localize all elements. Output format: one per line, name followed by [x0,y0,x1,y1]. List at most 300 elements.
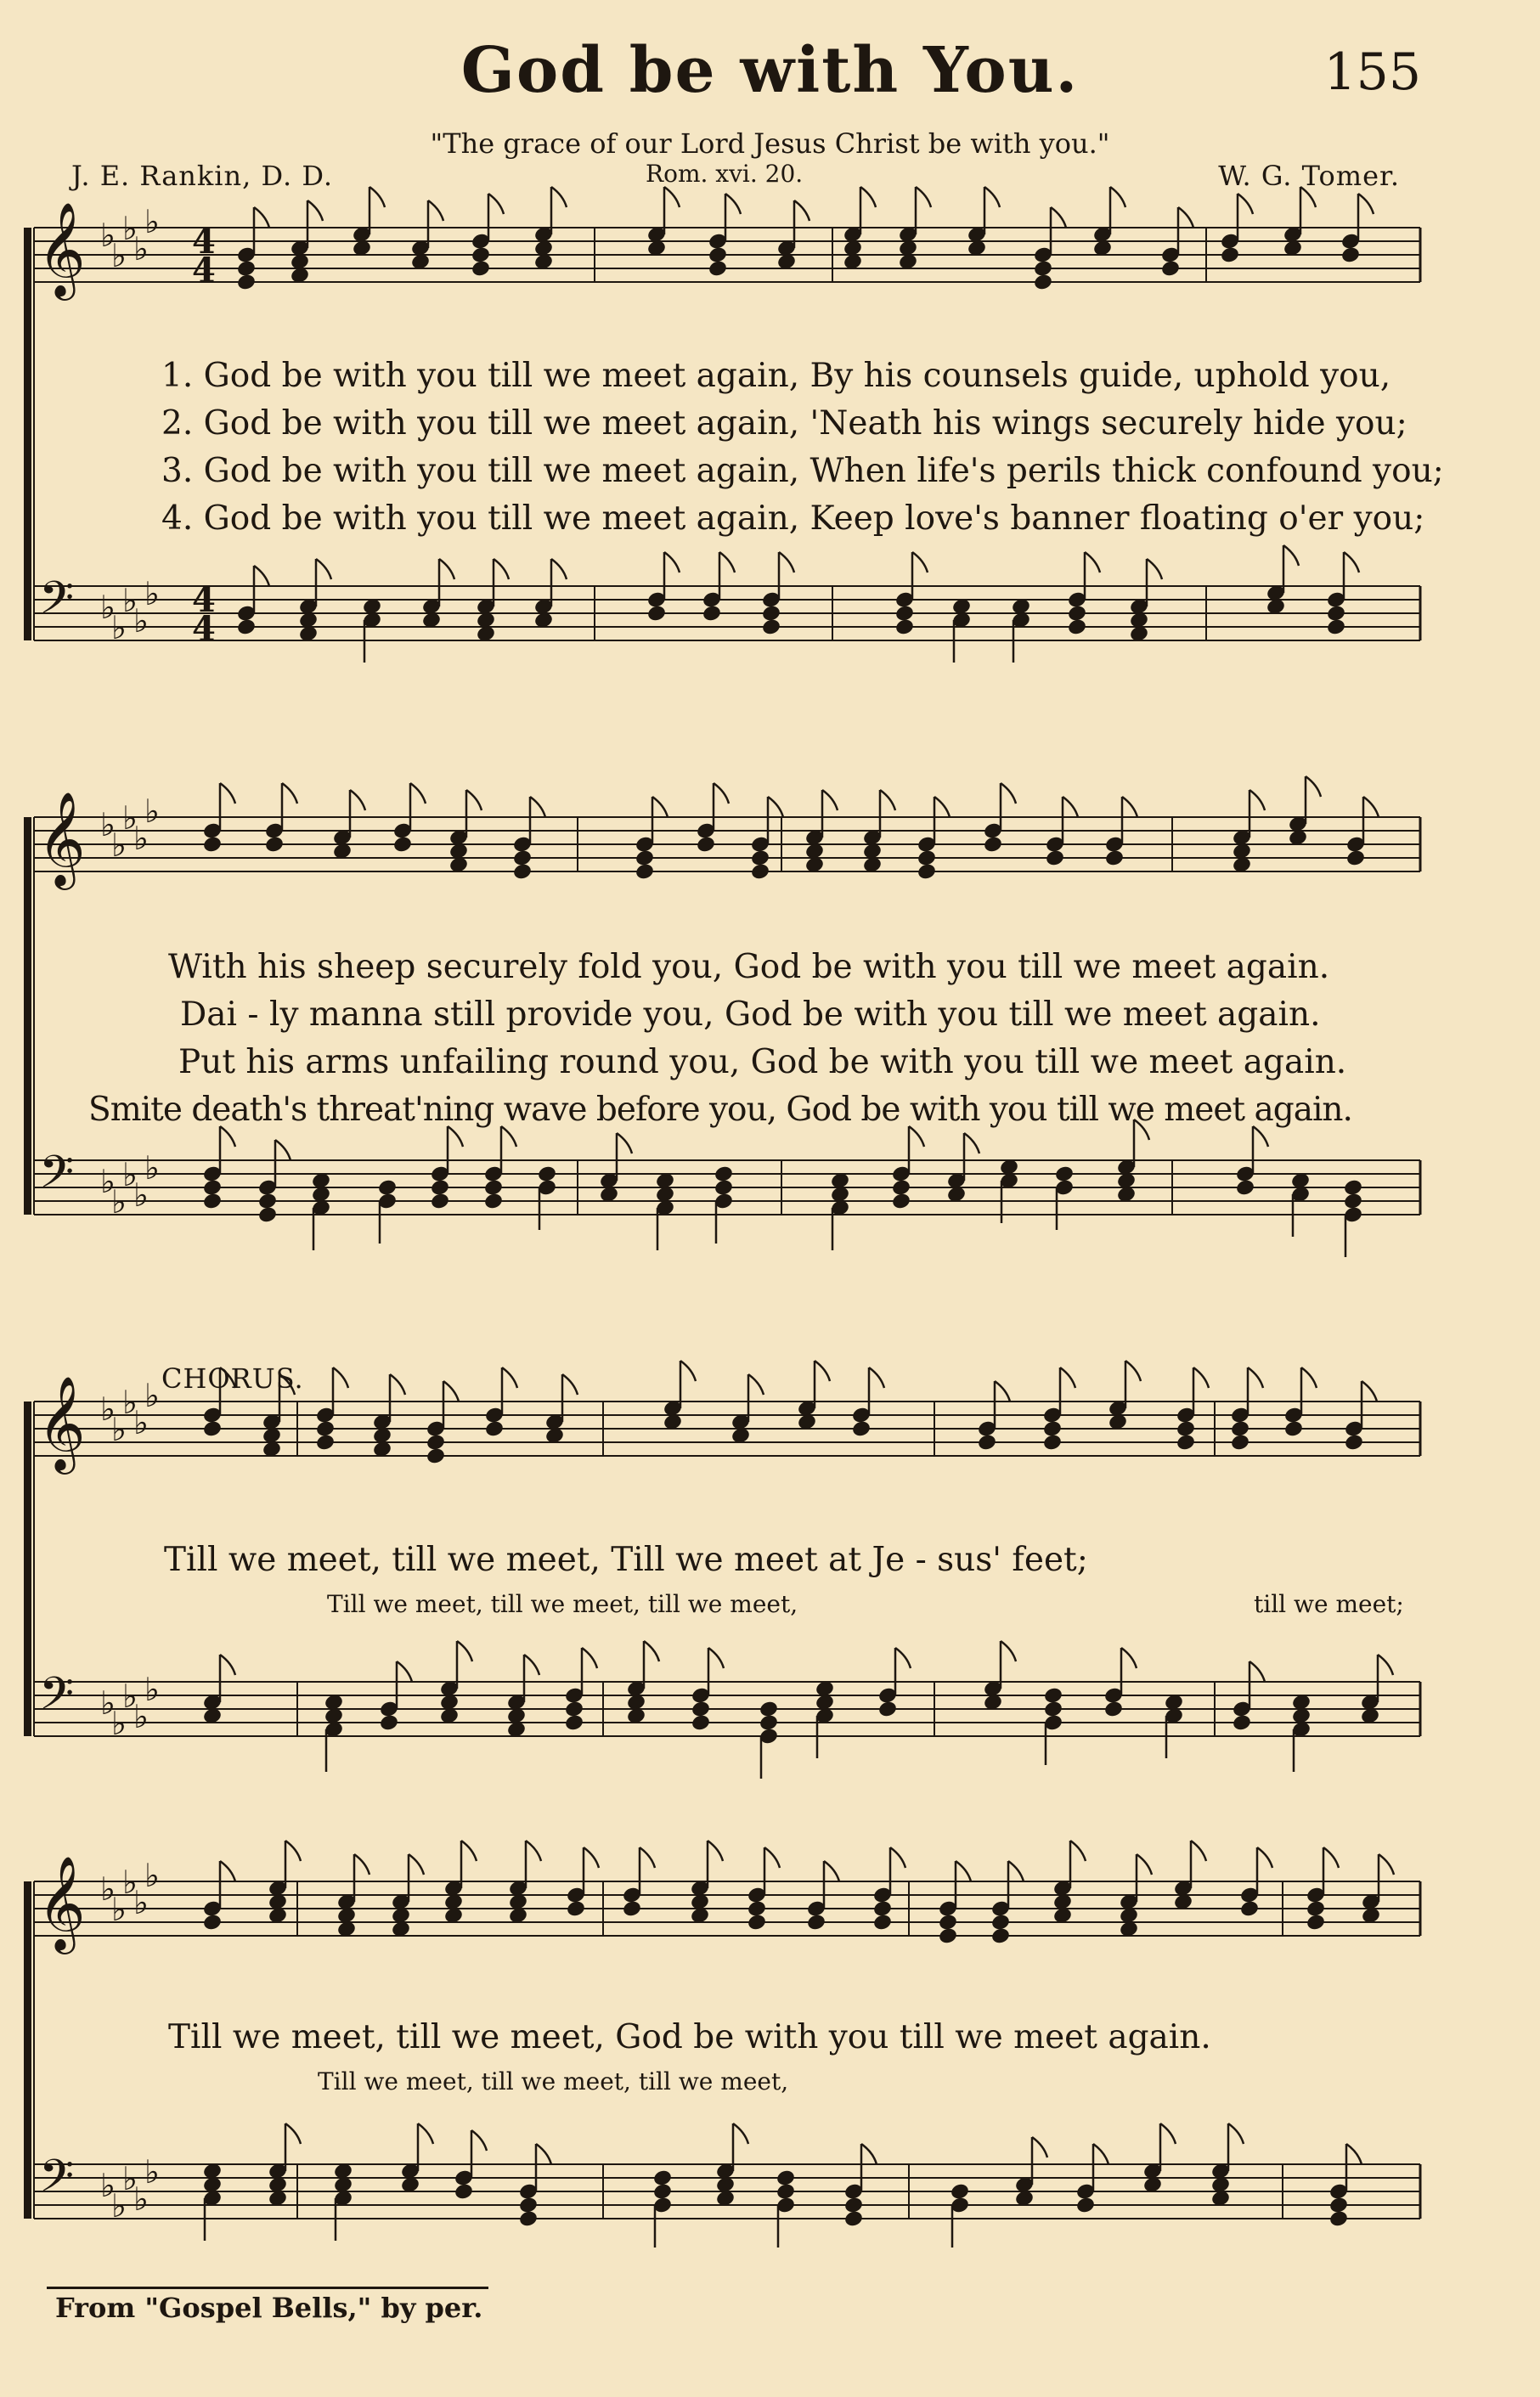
note-head [483,1178,504,1197]
note-flag [1032,2137,1047,2157]
note-head [236,259,257,278]
note-flag [369,187,385,207]
note-flag [1249,790,1265,810]
note-flag [1178,207,1193,228]
note-head [652,2169,673,2187]
flat-icon: ♭ [133,1698,149,1735]
note-head [990,1926,1011,1945]
verse-1: 1. God be with you till we meet again, By his counsels guide, uphold you, [161,357,1391,395]
note-flag [1249,1661,1265,1682]
note-head [851,1419,872,1438]
note-flag [316,559,331,579]
note-flag [220,783,235,804]
note-flag [1193,1368,1209,1388]
note-flag [220,1861,235,1881]
note-flag [912,552,928,572]
note-flag [733,2123,748,2144]
note-flag [1063,797,1078,817]
note-head [471,259,491,278]
note-head [747,1913,767,1932]
flat-icon: ♭ [111,237,127,274]
flat-icon: ♭ [111,2187,127,2225]
note-head [1340,245,1361,264]
note-head [917,862,937,881]
note-flag [1323,1847,1339,1868]
treble-clef-icon: 𝄞 [37,1855,86,1950]
note-flag [909,1126,924,1147]
note-head [894,618,915,636]
note-head [1043,1700,1063,1718]
note-head [776,2169,796,2187]
flat-icon: ♭ [122,582,138,619]
note-flag [708,1841,723,1861]
note-flag [779,552,794,572]
note-flag [502,1368,517,1388]
note-head [518,2209,539,2228]
note-flag [1001,783,1016,804]
note-flag [1137,1854,1152,1875]
verse-4-cont: Smite death's threat'ning wave before you, God be with you till we meet again. [88,1091,1352,1129]
note-head [1067,604,1087,623]
note-head [759,1700,779,1718]
note-head [691,1713,711,1732]
note-flag [418,2123,433,2144]
note-head [938,1926,958,1945]
note-flag [714,783,729,804]
note-flag [220,1655,235,1675]
note-flag [254,207,269,228]
flat-icon: ♭ [100,589,116,626]
note-head [977,1433,997,1452]
bass-clef-icon: 𝄢 [39,2151,75,2214]
author-credit: J. E. Rankin, D. D. [71,160,334,192]
note-head [1054,1165,1075,1183]
note-flag [815,1361,830,1381]
flat-icon: ♭ [100,217,116,254]
note-head [512,862,533,881]
flat-icon: ♭ [111,1891,127,1928]
note-flag [409,1854,424,1875]
note-head [1235,1178,1255,1197]
note-head [1103,1700,1124,1718]
note-flag [439,559,454,579]
note-head [379,1713,399,1732]
note-head [1176,1433,1196,1452]
flat-icon: ♭ [122,1678,138,1715]
note-head [872,1913,893,1932]
note-head [714,1178,734,1197]
note-head [983,835,1003,854]
note-flag [1110,187,1125,207]
note-flag [652,797,668,817]
verse-3-cont: Put his arms unfailing round you, God be with you till we meet again. [178,1043,1347,1081]
flat-icon: ♭ [144,1671,160,1708]
note-head [776,2182,796,2201]
note-head [1230,1419,1250,1438]
note-head [1043,1686,1063,1705]
note-head [1067,618,1087,636]
note-head [426,1447,446,1465]
flat-icon: ♭ [122,1384,138,1421]
note-head [877,1700,898,1718]
note-head [691,1700,711,1718]
note-flag [526,1841,541,1861]
note-head [392,835,413,854]
note-head [622,1899,642,1918]
chorus-echo-1-end: till we meet; [1254,1590,1404,1618]
note-head [236,618,257,636]
note-flag [1070,1841,1086,1861]
note-head [564,1713,584,1732]
flat-icon: ♭ [133,2180,149,2218]
note-flag [708,1648,724,1668]
flat-icon: ♭ [100,1684,116,1722]
chorus-line-2: Till we meet, till we meet, God be with you till we meet again. [168,2018,1211,2056]
bass-clef-icon: 𝄢 [39,1668,75,1731]
note-flag [934,797,950,817]
note-head [950,2182,970,2201]
flat-icon: ♭ [100,2167,116,2204]
note-head [696,835,716,854]
note-flag [354,1854,369,1875]
note-flag [824,1861,839,1881]
note-head [202,1192,223,1210]
flat-icon: ♭ [133,820,149,857]
note-head [938,1913,958,1932]
note-flag [1344,552,1359,572]
note-head [257,1205,278,1224]
flat-icon: ♭ [111,1183,127,1221]
note-head [1230,1433,1250,1452]
note-flag [1238,194,1253,214]
note-flag [530,797,545,817]
note-flag [895,1648,911,1668]
time-signature: 4 [192,251,216,290]
flat-icon: ♭ [100,806,116,843]
bass-clef-icon: 𝄢 [39,572,75,635]
note-flag [1001,1641,1016,1661]
note-flag [680,1361,696,1381]
note-head [646,604,667,623]
note-flag [254,566,269,586]
note-head [471,245,491,264]
note-flag [861,2144,877,2164]
note-head [1306,1913,1326,1932]
note-flag [307,200,323,221]
note-flag [1363,797,1379,817]
note-head [202,1913,223,1932]
note-flag [664,187,680,207]
note-head [1042,1433,1063,1452]
note-head [1326,618,1346,636]
note-head [1232,1713,1252,1732]
note-head [1042,1419,1063,1438]
note-flag [984,187,1000,207]
note-head [1344,1433,1364,1452]
note-head [426,1433,446,1452]
note-head [843,2209,864,2228]
verse-1-cont: With his sheep securely fold you, God be with you till we meet again. [168,948,1330,986]
note-flag [551,559,567,579]
note-flag [1346,2144,1362,2164]
note-head [1176,1419,1196,1438]
note-head [761,604,781,623]
note-flag [1378,1655,1393,1675]
note-flag [536,2144,551,2164]
note-flag [285,1841,301,1861]
note-flag [1121,1648,1137,1668]
note-head [843,2196,864,2214]
note-flag [1358,194,1374,214]
note-flag [428,200,443,221]
time-signature: 4 [192,580,216,620]
note-head [891,1178,911,1197]
time-signature: 4 [192,609,216,649]
note-flag [1283,545,1299,566]
note-flag [461,1841,477,1861]
note-flag [275,1140,291,1160]
system-brace [24,817,31,1215]
note-head [635,849,655,867]
note-head [917,849,937,867]
flat-icon: ♭ [122,210,138,247]
flat-icon: ♭ [100,1390,116,1428]
treble-clef-icon: 𝄞 [37,1375,86,1470]
note-flag [501,1126,516,1147]
note-head [315,1419,336,1438]
note-flag [488,194,504,214]
note-flag [1301,1368,1317,1388]
note-flag [285,2123,301,2144]
flat-icon: ♭ [133,230,149,268]
note-flag [1191,1841,1206,1861]
note-flag [471,2130,487,2151]
note-flag [551,187,567,207]
note-flag [768,797,783,817]
flat-icon: ♭ [144,203,160,240]
note-head [708,259,728,278]
note-flag [964,1133,979,1153]
flat-icon: ♭ [111,1411,127,1448]
note-head [430,1178,450,1197]
flat-icon: ♭ [133,602,149,640]
composer-credit: W. G. Tomer. [1218,160,1400,192]
note-head [750,862,770,881]
note-head [484,1419,505,1438]
note-head [1343,1192,1363,1210]
note-head [483,1192,504,1210]
note-flag [1253,1126,1268,1147]
note-flag [880,790,895,810]
note-flag [860,187,876,207]
chorus-echo-2: Till we meet, till we meet, till we meet, [318,2067,789,2095]
note-head [377,1178,398,1197]
flat-icon: ♭ [144,1149,160,1187]
note-flag [1051,207,1066,228]
note-flag [1248,1368,1263,1388]
note-flag [1085,552,1100,572]
note-head [202,835,223,854]
note-head [537,1165,557,1183]
note-flag [725,194,741,214]
note-head [430,1192,450,1210]
flat-icon: ♭ [111,609,127,646]
note-flag [822,790,838,810]
note-flag [1147,559,1162,579]
flat-icon: ♭ [133,1176,149,1214]
note-flag [390,1374,405,1395]
note-flag [1228,2123,1244,2144]
note-head [1075,2196,1096,2214]
note-head [1328,2196,1349,2214]
note-flag [956,1861,971,1881]
note-head [512,849,533,867]
note-head [702,604,722,623]
note-head [202,1419,223,1438]
note-head [1283,1419,1304,1438]
note-flag [350,790,365,810]
note-flag [333,1368,348,1388]
note-head [1343,1178,1363,1197]
hymn-title: God be with You. [460,34,1080,107]
note-head [635,862,655,881]
treble-clef-icon: 𝄞 [37,791,86,886]
note-head [714,1165,734,1183]
footer-rule [47,2287,488,2289]
system-brace [24,228,31,640]
flat-icon: ♭ [122,2160,138,2197]
note-flag [1379,1854,1394,1875]
note-head [1160,259,1181,278]
flat-icon: ♭ [122,1864,138,1901]
note-flag [794,200,809,221]
note-head [566,1899,586,1918]
note-head [315,1433,336,1452]
note-flag [282,783,297,804]
note-flag [890,1847,905,1868]
note-flag [995,1381,1010,1402]
note-head [759,1713,779,1732]
note-flag [764,1847,780,1868]
system-brace [24,1402,31,1736]
note-flag [1125,1361,1141,1381]
note-flag [617,1133,632,1153]
note-flag [457,1641,472,1661]
note-flag [1306,776,1321,797]
note-head [257,1192,278,1210]
note-head [454,2182,474,2201]
treble-clef-icon: 𝄞 [37,201,86,296]
note-flag [524,1655,539,1675]
note-head [1033,273,1053,291]
note-flag [494,559,509,579]
note-head [761,618,781,636]
note-flag [1093,2144,1108,2164]
flat-icon: ♭ [111,1705,127,1742]
note-flag [582,1648,597,1668]
note-flag [466,790,482,810]
note-head [1104,849,1125,867]
note-flag [1300,187,1316,207]
note-flag [584,1847,599,1868]
note-flag [220,1126,235,1147]
flat-icon: ♭ [100,1870,116,1908]
note-head [1220,245,1240,264]
note-head [1045,849,1065,867]
note-flag [664,552,680,572]
note-head [1306,1899,1326,1918]
flat-icon: ♭ [144,1377,160,1414]
note-head [518,2196,539,2214]
note-head [750,849,770,867]
note-flag [1008,1861,1024,1881]
note-flag [562,1374,578,1395]
time-signature: 4 [192,222,216,262]
bass-clef-icon: 𝄢 [39,1147,75,1210]
flat-icon: ♭ [122,1156,138,1193]
epigraph: "The grace of our Lord Jesus Christ be with you." [430,127,1110,160]
note-head [1345,849,1366,867]
note-flag [1362,1381,1377,1402]
flat-icon: ♭ [111,826,127,864]
note-flag [719,552,735,572]
verse-2-cont: Dai - ly manna still provide you, God be with you till we meet again. [180,995,1321,1034]
scripture-reference: Rom. xvi. 20. [646,160,804,188]
verse-2: 2. God be with you till we meet again, 'Neath his wings securely hide you; [161,404,1407,443]
note-head [564,1700,584,1718]
note-flag [644,1641,659,1661]
note-flag [1160,2123,1176,2144]
note-flag [916,187,931,207]
page-number: 155 [1323,42,1421,102]
flat-icon: ♭ [133,1884,149,1921]
flat-icon: ♭ [144,792,160,830]
note-flag [748,1374,764,1395]
note-flag [397,1661,412,1682]
note-flag [1122,797,1137,817]
note-head [264,835,285,854]
note-head [652,2182,673,2201]
note-head [1326,604,1346,623]
source-credit: From "Gospel Bells," by per. [55,2292,483,2324]
note-head [1328,2209,1349,2228]
verse-4: 4. God be with you till we meet again, Keep love's banner floating o'er you; [161,499,1425,538]
note-head [806,1913,826,1932]
note-head [894,604,915,623]
note-head [747,1899,767,1918]
note-head [236,273,257,291]
flat-icon: ♭ [133,1404,149,1441]
note-flag [640,1847,655,1868]
flat-icon: ♭ [122,799,138,837]
note-flag [448,1126,463,1147]
system-brace [24,1881,31,2219]
note-flag [1257,1847,1272,1868]
note-flag [869,1368,884,1388]
chorus-label: CHORUS. [161,1362,304,1395]
verse-3: 3. God be with you till we meet again, When life's perils thick confound you; [161,452,1444,490]
note-head [891,1192,911,1210]
flat-icon: ♭ [144,575,160,612]
note-flag [410,783,426,804]
flat-icon: ♭ [144,1857,160,1894]
flat-icon: ♭ [100,1163,116,1200]
note-head [872,1899,893,1918]
chorus-line-1: Till we meet, till we meet, Till we meet at Je - sus' feet; [164,1541,1088,1579]
note-flag [1060,1368,1075,1388]
flat-icon: ♭ [144,2153,160,2191]
chorus-echo-1: Till we meet, till we meet, till we meet, [327,1590,798,1618]
